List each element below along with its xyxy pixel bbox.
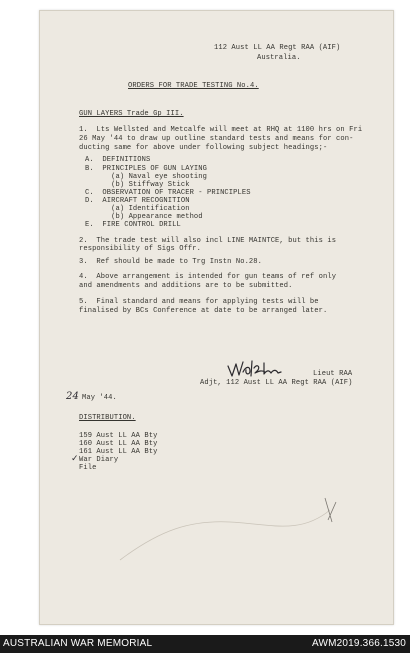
paragraph-2-line-2: responsibility of Sigs Offr. — [79, 245, 201, 253]
subject-heading-a: A. DEFINITIONS — [85, 156, 151, 164]
distribution-item: File — [79, 464, 97, 472]
distribution-item: War Diary — [79, 456, 119, 464]
signatory-rank: Lieut RAA — [313, 370, 353, 378]
footer-accession-number: AWM2019.366.1530 — [311, 638, 406, 649]
signatory-appointment: Adjt, 112 Aust LL AA Regt RAA (AIF) — [200, 379, 353, 387]
distribution-item: 161 Aust LL AA Bty — [79, 448, 158, 456]
paragraph-2-line-1: 2. The trade test will also incl LINE MAINTCE, but this is — [79, 237, 337, 245]
paragraph-5-line-1: 5. Final standard and means for applying tests will be — [79, 298, 319, 306]
typed-date: May '44. — [82, 394, 117, 402]
paragraph-4-line-1: 4. Above arrangement is intended for gun teams of ref only — [79, 273, 337, 281]
handwritten-signature — [226, 358, 288, 380]
paragraph-1-line-1: 1. Lts Wellsted and Metcalfe will meet at RHQ at 1100 hrs on Fri — [79, 126, 363, 134]
subject-heading-d: D. AIRCRAFT RECOGNITION — [85, 197, 190, 205]
paragraph-1-line-3: ducting same for above under following subject headings;- — [79, 144, 328, 152]
subject-heading-b: B. PRINCIPLES OF GUN LAYING — [85, 165, 207, 173]
unit-address-line2: Australia. — [257, 54, 301, 62]
paragraph-4-line-2: and amendments and additions are to be submitted. — [79, 282, 293, 290]
distribution-heading: DISTRIBUTION. — [79, 414, 136, 422]
subject-heading-c: C. OBSERVATION OF TRACER - PRINCIPLES — [85, 189, 251, 197]
paragraph-5-line-2: finalised by BCs Conference at date to be arranged later. — [79, 307, 328, 315]
handwritten-date-day: 24 — [66, 391, 79, 402]
subject-heading-b-b: (b) Stiffway Stick — [85, 181, 190, 189]
paragraph-3: 3. Ref should be made to Trg Instn No.28. — [79, 258, 262, 266]
pencil-marks — [100, 490, 360, 580]
distribution-item: 160 Aust LL AA Bty — [79, 440, 158, 448]
subject-heading-e: E. FIRE CONTROL DRILL — [85, 221, 181, 229]
subject-heading-d-b: (b) Appearance method — [85, 213, 203, 221]
document-title: ORDERS FOR TRADE TESTING No.4. — [128, 82, 259, 90]
section-heading: GUN LAYERS Trade Gp III. — [79, 110, 184, 118]
subject-heading-b-a: (a) Naval eye shooting — [85, 173, 207, 181]
unit-address-line1: 112 Aust LL AA Regt RAA (AIF) — [214, 44, 341, 52]
footer-institution: AUSTRALIAN WAR MEMORIAL — [3, 638, 153, 649]
checkmark-icon: ✓ — [71, 454, 79, 464]
paragraph-1-line-2: 26 May '44 to draw up outline standard tests and means for con- — [79, 135, 354, 143]
subject-heading-d-a: (a) Identification — [85, 205, 190, 213]
distribution-item: 159 Aust LL AA Bty — [79, 432, 158, 440]
